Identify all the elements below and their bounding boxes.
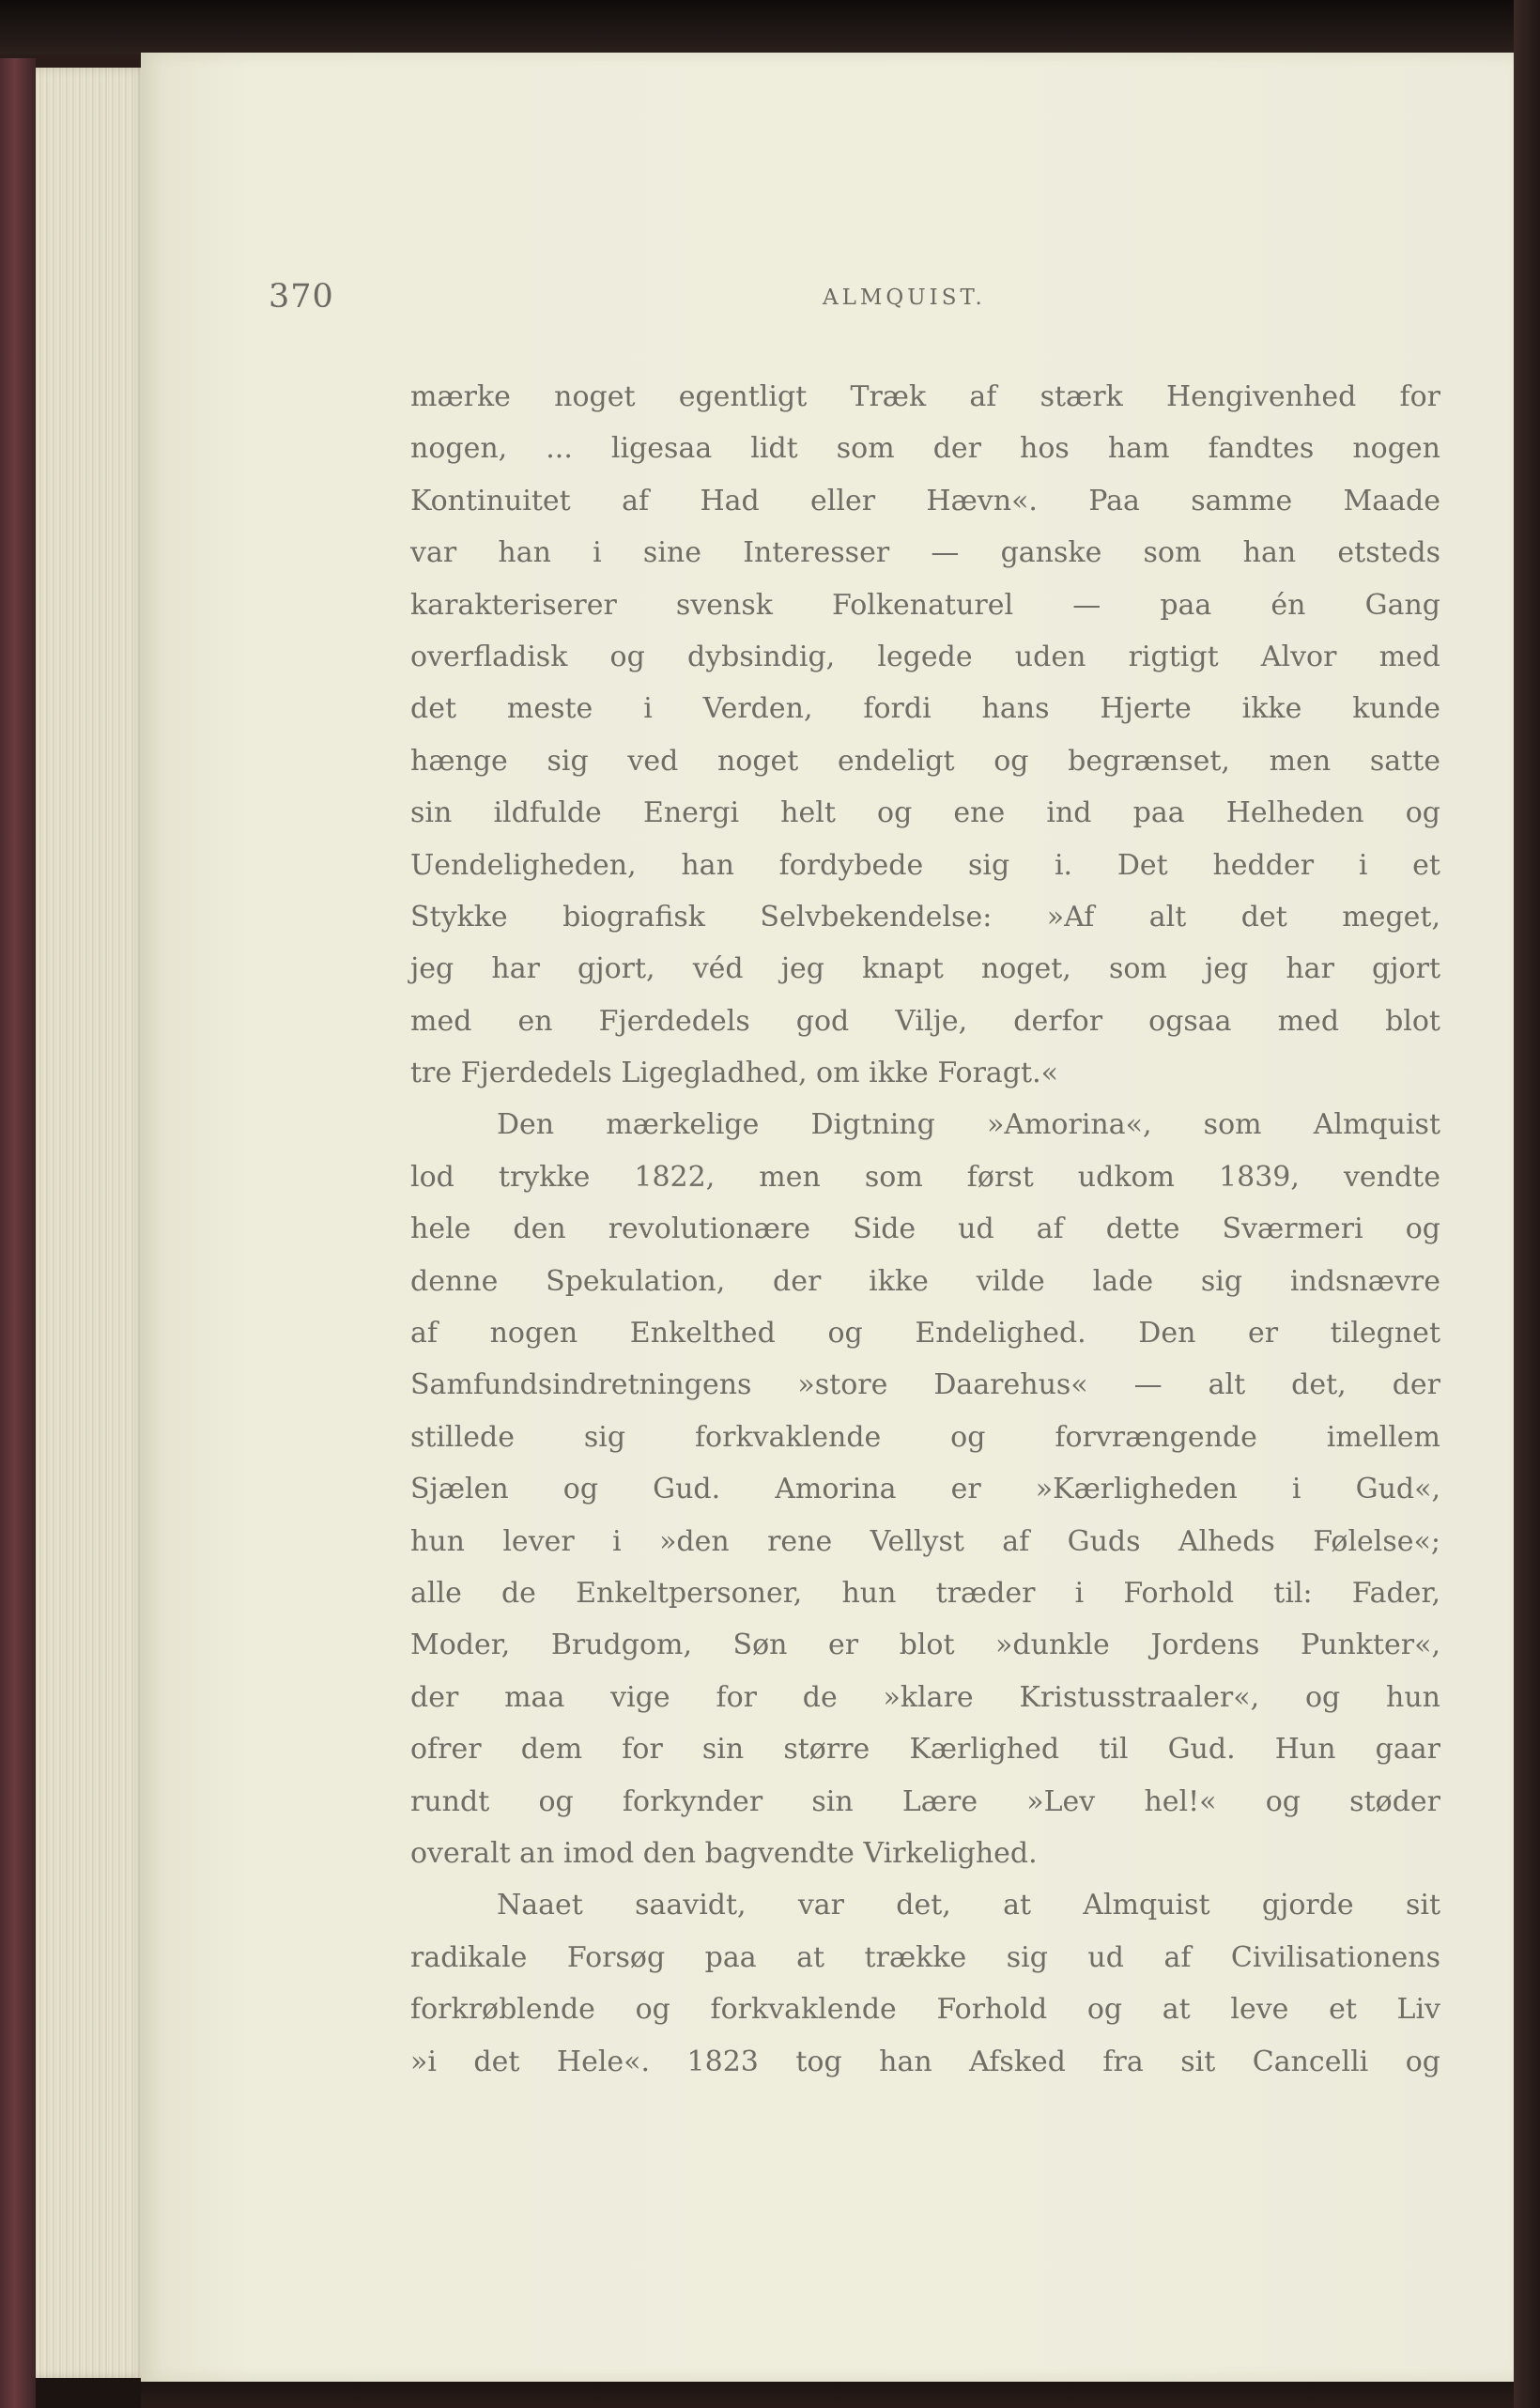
text-line: forkrøblende og forkvaklende Forhold og at leve et Liv (410, 1993, 1440, 2027)
text-line: karakteriserer svensk Folkenaturel — paa én Gang (410, 588, 1440, 622)
body-text (410, 371, 1440, 2088)
text-line: denne Spekulation, der ikke vilde lade sig indsnævre (410, 1264, 1440, 1298)
text-line: var han i sine Interesser — ganske som han etsteds (410, 536, 1440, 570)
text-line: hun lever i »den rene Vellyst af Guds Alheds Følelse«; (410, 1524, 1440, 1558)
text-line: tre Fjerdedels Ligegladhed, om ikke Foragt.« (410, 1057, 1058, 1090)
text-line: overfladisk og dybsindig, legede uden rigtigt Alvor med (410, 640, 1440, 673)
text-line: med en Fjerdedels god Vilje, derfor ogsaa med blot (410, 1004, 1440, 1038)
text-line: der maa vige for de »klare Kristusstraaler«, og hun (410, 1680, 1440, 1714)
text-line: Samfundsindretningens »store Daarehus« — alt det, der (410, 1368, 1440, 1402)
top-shadow (0, 0, 1540, 54)
text-line: hænge sig ved noget endeligt og begrænset, men satte (410, 744, 1440, 778)
right-shadow (1514, 0, 1540, 2408)
text-line: overalt an imod den bagvendte Virkelighed. (410, 1836, 1038, 1870)
book-cover-edge (0, 58, 36, 2408)
text-line: sin ildfulde Energi helt og ene ind paa Helheden og (410, 796, 1440, 830)
text-line: lod trykke 1822, men som først udkom 1839, vendte (410, 1160, 1440, 1194)
text-line: stillede sig forkvaklende og forvrængende imellem (410, 1420, 1440, 1454)
text-line: »i det Hele«. 1823 tog han Afsked fra sit Cancelli og (410, 2045, 1440, 2078)
text-line: Kontinuitet af Had eller Hævn«. Paa samme Maade (410, 484, 1440, 517)
page-stack-edge (36, 68, 148, 2378)
text-line: af nogen Enkelthed og Endelighed. Den er tilegnet (410, 1317, 1440, 1351)
page-number: 370 (269, 278, 334, 316)
text-line: Den mærkelige Digtning »Amorina«, som Almquist (497, 1108, 1440, 1142)
text-line: nogen, ... ligesaa lidt som der hos ham fandtes nogen (410, 432, 1440, 466)
text-line: mærke noget egentligt Træk af stærk Hengivenhed for (410, 380, 1440, 413)
text-line: alle de Enkeltpersoner, hun træder i Forhold til: Fader, (410, 1576, 1440, 1610)
text-line: Stykke biografisk Selvbekendelse: »Af alt det meget, (410, 900, 1440, 934)
bottom-shadow (141, 2382, 1514, 2408)
text-line: Sjælen og Gud. Amorina er »Kærligheden i Gud«, (410, 1473, 1440, 1506)
text-line: Moder, Brudgom, Søn er blot »dunkle Jordens Punkter«, (410, 1628, 1440, 1662)
text-line: det meste i Verden, fordi hans Hjerte ikke kunde (410, 692, 1440, 726)
text-line: ofrer dem for sin større Kærlighed til Gud. Hun gaar (410, 1733, 1440, 1767)
text-line: radikale Forsøg paa at trække sig ud af Civilisationens (410, 1940, 1440, 1974)
text-line: Naaet saavidt, var det, at Almquist gjorde sit (497, 1889, 1440, 1922)
header-title: ALMQUIST. (823, 286, 986, 310)
text-line: rundt og forkynder sin Lære »Lev hel!« og støder (410, 1784, 1440, 1818)
running-head (269, 278, 1433, 316)
text-line: hele den revolutionære Side ud af dette Sværmeri og (410, 1212, 1440, 1246)
text-line: Uendeligheden, han fordybede sig i. Det hedder i et (410, 848, 1440, 882)
text-line: jeg har gjort, véd jeg knapt noget, som jeg har gjort (410, 952, 1440, 986)
